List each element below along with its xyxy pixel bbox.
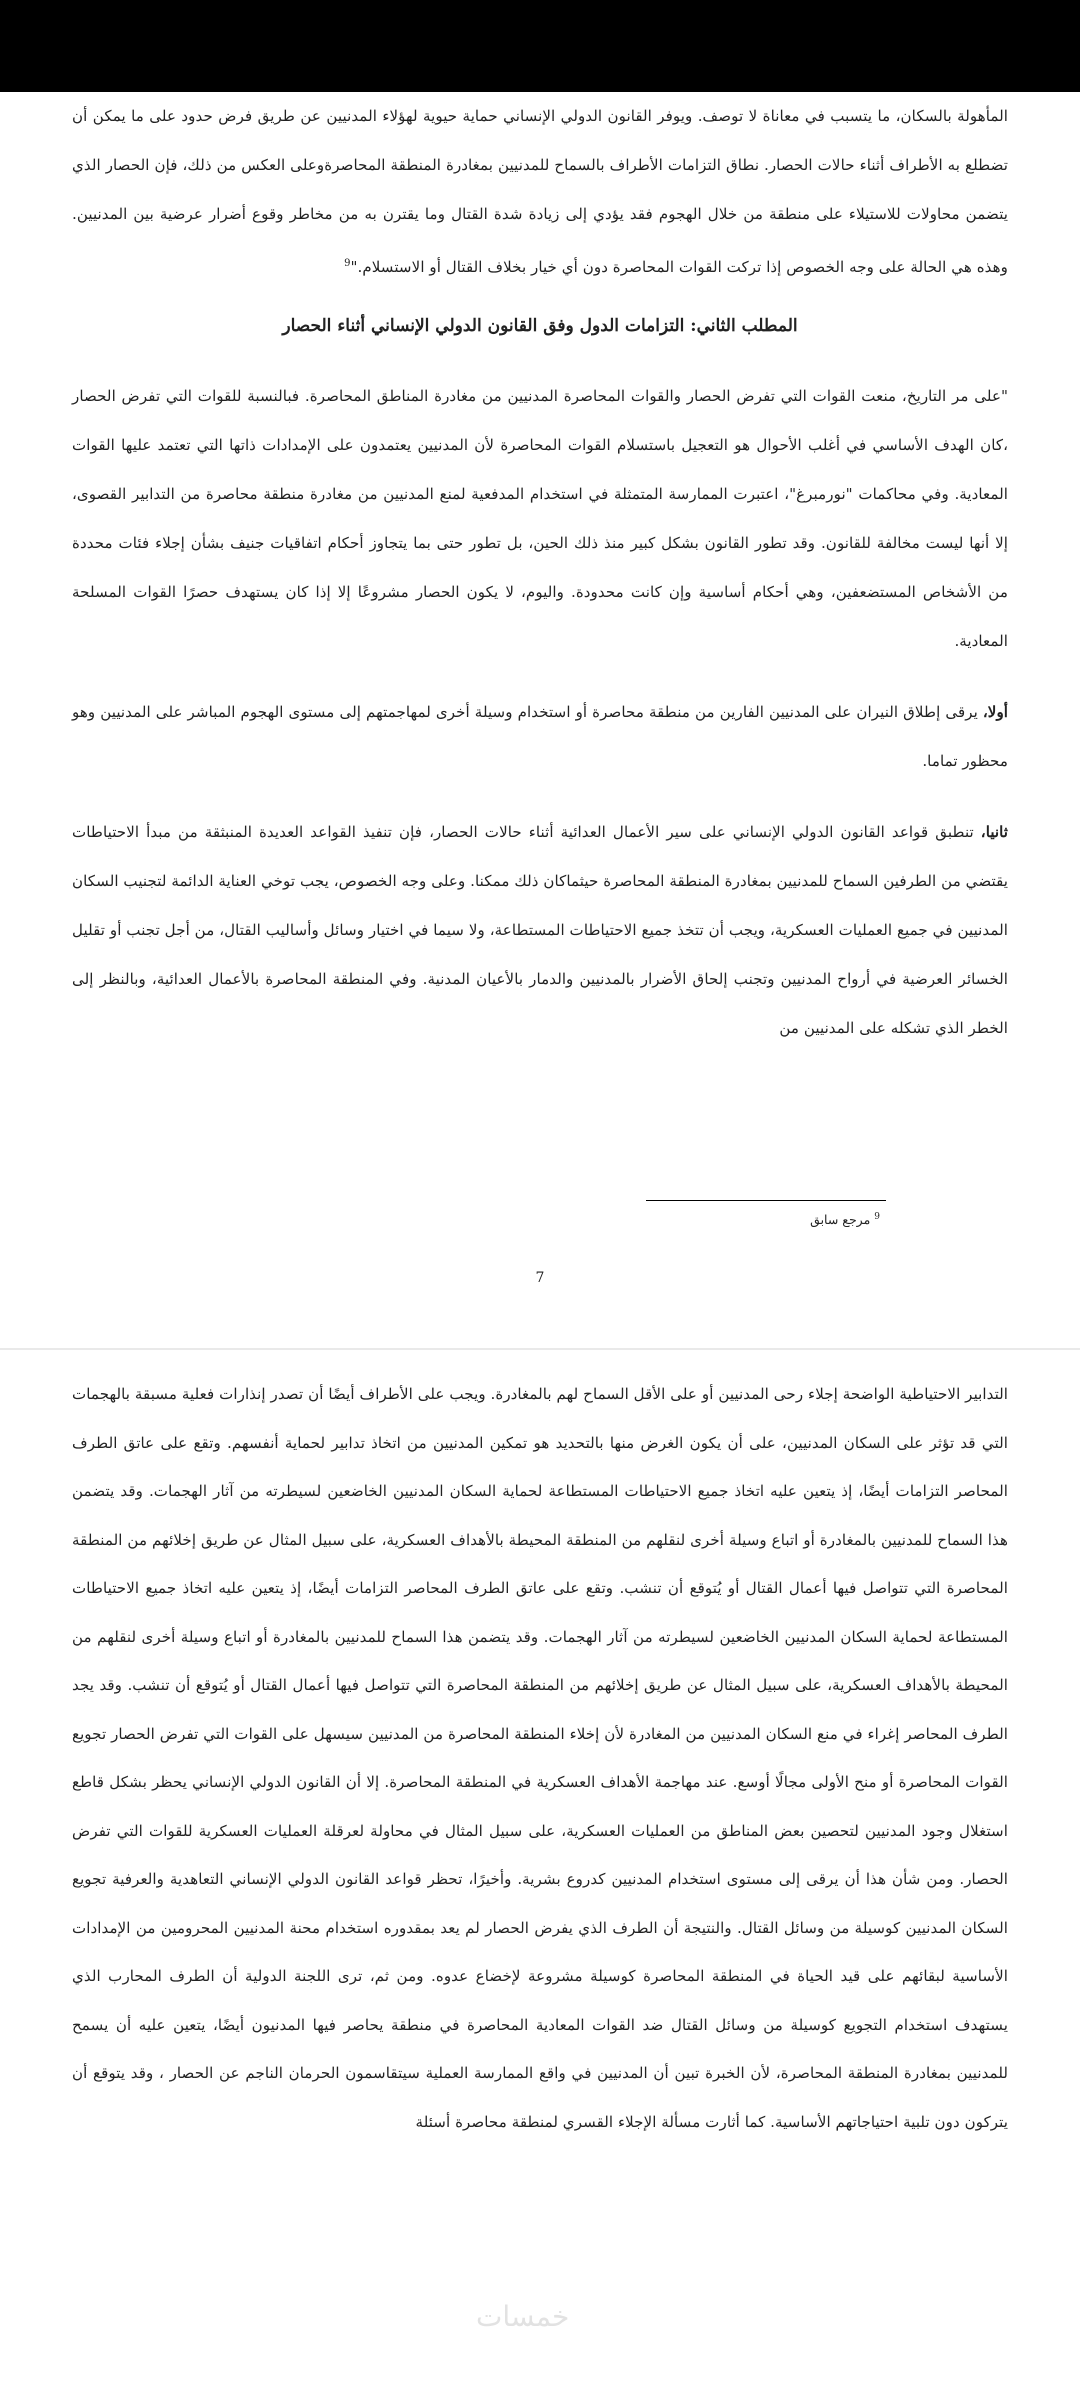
document-page-8	[0, 1350, 1080, 2400]
paragraph-precautions: التدابير الاحتياطية الواضحة إجلاء رحى المدنيين أو على الأقل السماح لهم بالمغادرة. ويجب على الأطراف أيضًا أن تصدر إنذارات فعلية مسبقة بالهجمات التي قد تؤثر على السكان المدنيين، على أن يكون الغرض منها بالتحديد هو تمكين المدنيين من اتخاذ تدابير لحماية أنفسهم. وتقع على عاتق الطرف المحاصر التزامات أيضًا، إذ يتعين عليه اتخاذ جميع الاحتياطات المستطاعة لحماية السكان المدنيين الخاضعين لسيطرته من آثار الهجمات. وقد يتضمن هذا السماح للمدنيين بالمغادرة أو اتباع وسيلة أخرى لنقلهم من المنطقة المحيطة بالأهداف العسكرية، على سبيل المثال عن طريق إخلائهم من المنطقة المحاصرة التي تتواصل فيها أعمال القتال أو يُتوقع أن تنشب. وتقع على عاتق الطرف المحاصر التزامات أيضًا، إذ يتعين عليه اتخاذ جميع الاحتياطات المستطاعة لحماية السكان المدنيين الخاضعين لسيطرته من آثار الهجمات. وقد يتضمن هذا السماح للمدنيين بالمغادرة أو اتباع وسيلة أخرى لنقلهم من المحيطة بالأهداف العسكرية، على سبيل المثال عن طريق إخلائهم من المنطقة المحاصرة التي تتواصل فيها أعمال القتال أو يُتوقع أن تنشب. وقد يجد الطرف المحاصر إغراء في منع السكان المدنيين من المغادرة لأن إخلاء المنطقة المحاصرة من المدنيين سيسهل على القوات التي تفرض الحصار تجويع القوات المحاصرة أو منح الأولى مجالًا أوسع. عند مهاجمة الأهداف العسكرية في المنطقة المحاصرة. إلا أن القانون الدولي الإنساني يحظر بشكل قاطع استغلال وجود المدنيين لتحصين بعض المناطق من العمليات العسكرية، على سبيل المثال في محاولة لعرقلة العمليات العسكرية للقوات التي تفرض الحصار. ومن شأن هذا أن يرقى إلى مستوى استخدام المدنيين كدروع بشرية. وأخيرًا، تحظر قواعد القانون الدولي الإنساني التعاهدية والعرفية تجويع السكان المدنيين كوسيلة من وسائل القتال. والنتيجة أن الطرف الذي يفرض الحصار لم يعد بمقدوره استخدام محنة المدنيين المحرومين من الإمدادات الأساسية لبقائهم على قيد الحياة في المنطقة المحاصرة كوسيلة مشروعة لإخضاع عدوه. ومن ثم، ترى اللجنة الدولية أن الطرف المحارب الذي يستهدف استخدام التجويع كوسيلة من وسائل القتال ضد القوات المعادية المحاصرة في منطقة يحاصر فيها المدنيون أيضًا، يتعين عليه أن يسمح للمدنيين بمغادرة المنطقة المحاصرة، لأن الخبرة تبين أن المدنيين في واقع الممارسة العملية سيتقاسمون الحرمان الناجم عن الحصار ، وقد يتوقع أن يتركون دون تلبية احتياجاتهم الأساسية. كما أثارت مسألة الإجلاء القسري لمنطقة محاصرة أسئلة	[72, 1385, 1008, 2131]
page-7-body	[72, 92, 1008, 1053]
document-page-7	[0, 92, 1080, 1348]
paragraph-civilians-protection: المأهولة بالسكان، ما يتسبب في معاناة لا توصف. ويوفر القانون الدولي الإنساني حماية حيوية لهؤلاء المدنيين عن طريق فرض حدود على ما يمكن أن تضطلع به الأطراف أثناء حالات الحصار. نطاق التزامات الأطراف بالسماح للمدنيين بمغادرة المنطقة المحاصرةوعلى العكس من ذلك، فإن الحصار الذي يتضمن محاولات للاستيلاء على منطقة من خلال الهجوم فقد يؤدي إلى زيادة شدة القتال وما يقترن به من مخاطر وقوع أضرار عرضية بين المدنيين. وهذه هي الحالة على وجه الخصوص إذا تركت القوات المحاصرة دون أي خيار بخلاف القتال أو الاستسلام."$^9$	[72, 107, 1008, 277]
paragraph-second-point: ثانيا، تنطبق قواعد القانون الدولي الإنساني على سير الأعمال العدائية أثناء حالات الحصار، فإن تنفيذ القواعد العديدة المنبثقة من مبدأ الاحتياطات يقتضي من الطرفين السماح للمدنيين بمغادرة المنطقة المحاصرة حيثماكان ذلك ممكنا. وعلى وجه الخصوص، يجب توخي العناية الدائمة لتجنيب السكان المدنيين في جميع العمليات العسكرية، ويجب أن تتخذ جميع الاحتياطات المستطاعة، ولا سيما في اختيار وسائل وأساليب القتال، من أجل تجنب أو تقليل الخسائر العرضية في أرواح المدنيين وتجنب إلحاق الأضرار بالمدنيين والدمار بالأعيان المدنية. وفي المنطقة المحاصرة بالأعمال العدائية، وبالنظر إلى الخطر الذي تشكله على المدنيين من	[72, 823, 1008, 1038]
page-8-body	[72, 1370, 1008, 2146]
page-number: 7	[535, 1270, 545, 1286]
watermark: خمسات	[476, 2300, 570, 2333]
top-black-bar	[0, 0, 1080, 92]
paragraph-first-point: أولا، يرقى إطلاق النيران على المدنيين الفارين من منطقة محاصرة أو استخدام وسيلة أخرى لمهاجمتهم إلى مستوى الهجوم المباشر على المدنيين وهو محظور تماما.	[72, 703, 1008, 771]
section-heading: المطلب الثاني: التزامات الدول وفق القانون الدولي الإنساني أثناء الحصار	[282, 316, 798, 337]
first-label: أولا،	[982, 703, 1008, 722]
second-label: ثانيا،	[980, 823, 1008, 842]
footnote-ref-9: 9	[344, 258, 351, 269]
paragraph-history: "على مر التاريخ، منعت القوات التي تفرض الحصار والقوات المحاصرة المدنيين من مغادرة المناطق المحاصرة. فبالنسبة للقوات التي تفرض الحصار ،كان الهدف الأساسي في أغلب الأحوال هو التعجيل باستسلام القوات المحاصرة لأن المدنيين يعتمدون على الإمدادات ذاتها التي تعتمد عليها القوات المعادية. وفي محاكمات "نورمبرغ"، اعتبرت الممارسة المتمثلة في استخدام المدفعية لمنع المدنيين من مغادرة منطقة محاصرة من التدابير القصوى، إلا أنها ليست مخالفة للقانون. وقد تطور القانون بشكل كبير منذ ذلك الحين، بل تطور حتى بما يتجاوز أحكام اتفاقيات جنيف بشأن إجلاء فئات محددة من الأشخاص المستضعفين، وهي أحكام أساسية وإن كانت محدودة. واليوم، لا يكون الحصار مشروعًا إلا إذا كان يستهدف حصرًا القوات المسلحة المعادية.	[72, 387, 1009, 651]
footnote: $^9$ مرجع سابق	[810, 1212, 880, 1228]
footnote-divider	[646, 1200, 886, 1201]
